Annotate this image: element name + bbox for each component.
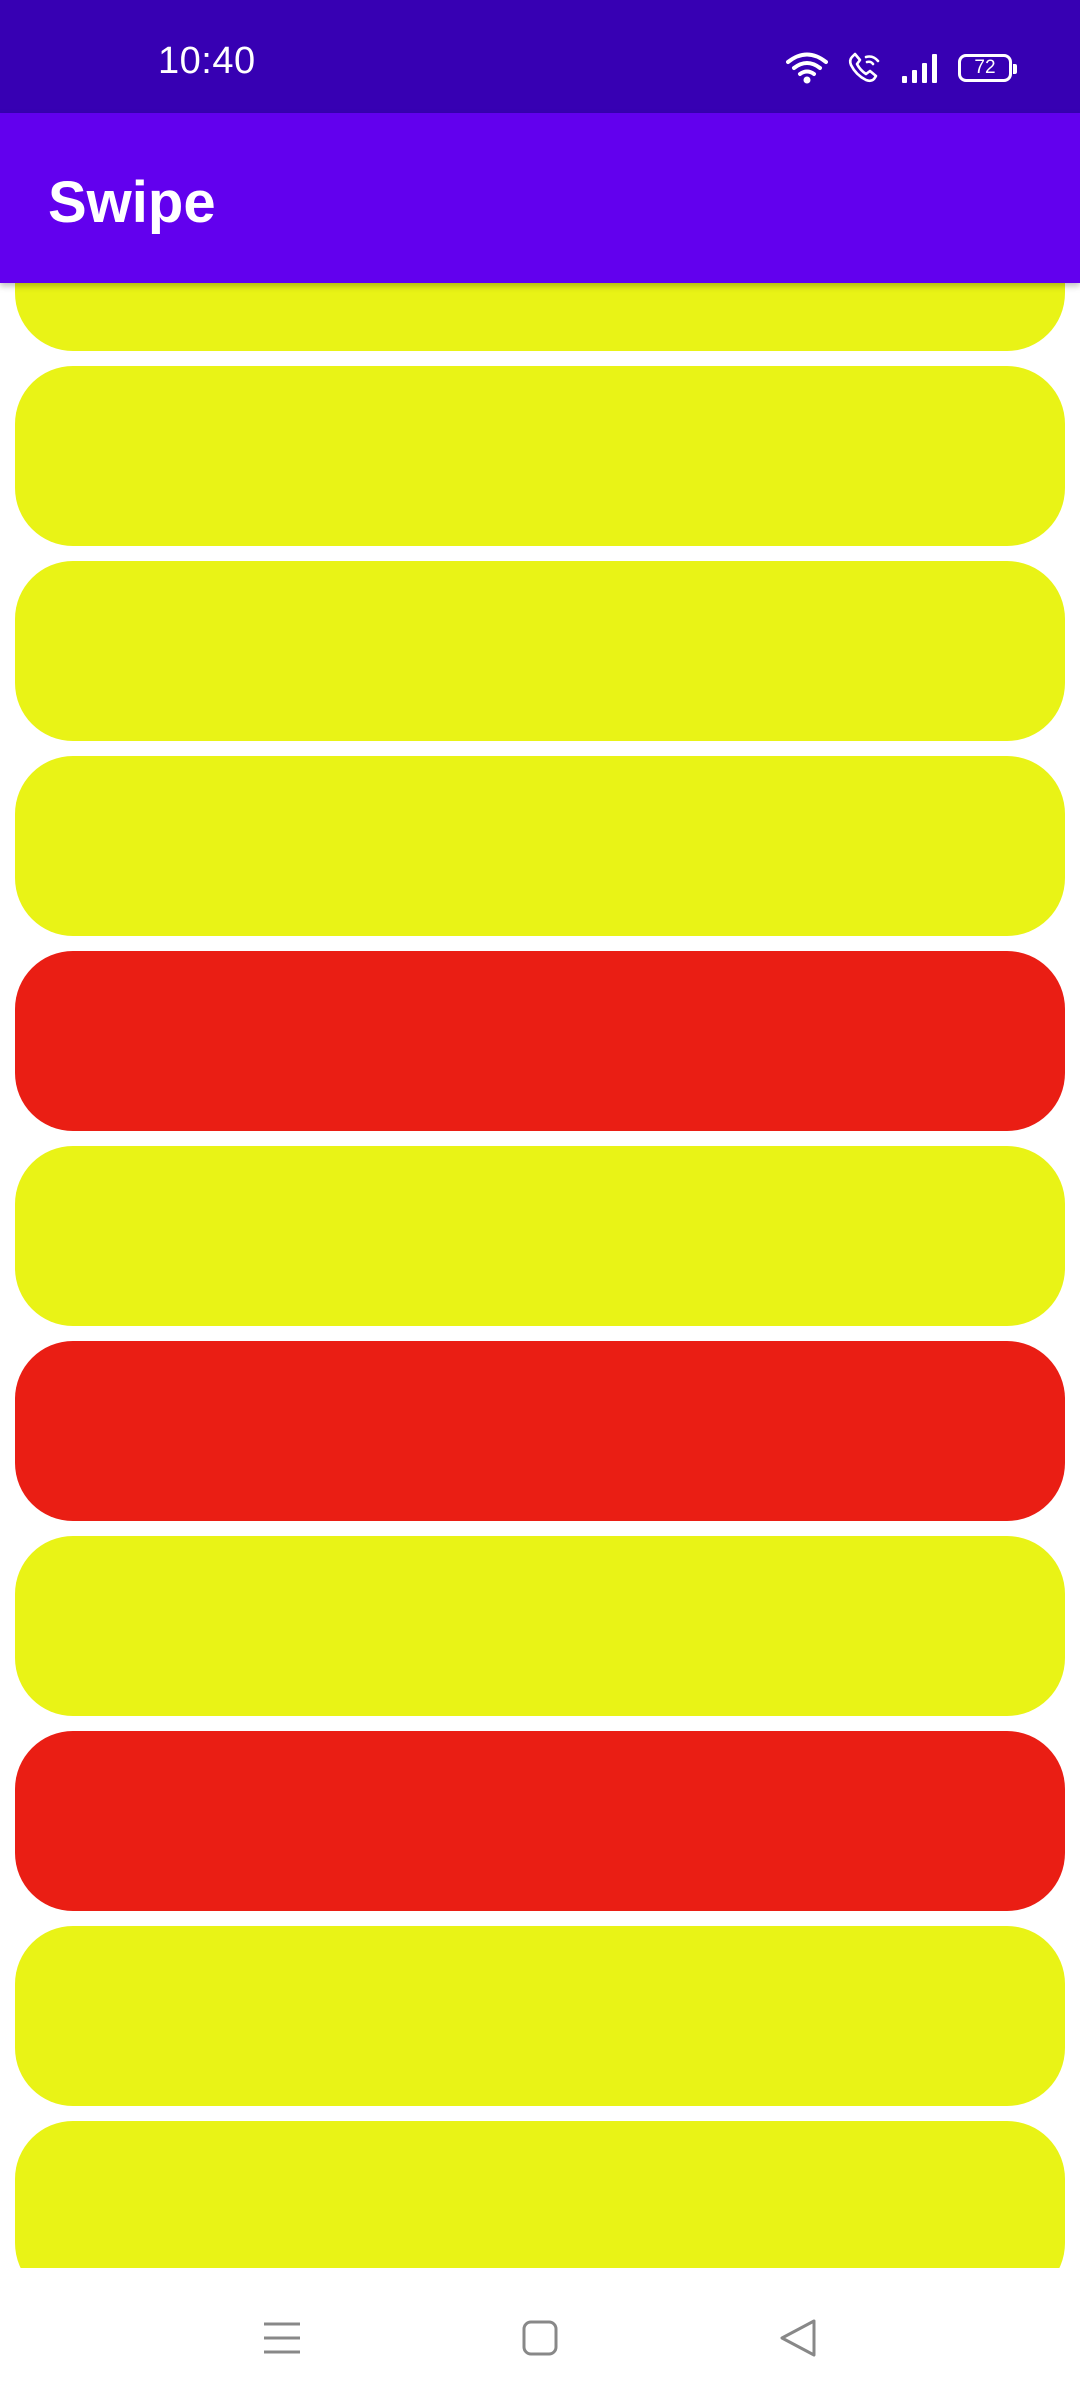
swipe-list[interactable] (0, 283, 1080, 2268)
battery-level: 72 (974, 57, 996, 78)
list-item[interactable] (15, 1926, 1065, 2106)
list-item[interactable] (15, 756, 1065, 936)
wifi-icon (786, 51, 828, 85)
list-item[interactable] (15, 1731, 1065, 1911)
list-item[interactable] (15, 2121, 1065, 2268)
app-bar (0, 113, 1080, 283)
page-title: Swipe (48, 170, 216, 235)
wifi-calling-icon (846, 51, 882, 85)
status-bar (0, 0, 1080, 113)
menu-icon[interactable] (252, 2308, 312, 2368)
status-icons (786, 48, 1012, 88)
list-item[interactable] (15, 1146, 1065, 1326)
list-item[interactable] (15, 283, 1065, 351)
list-item[interactable] (15, 366, 1065, 546)
list-item[interactable] (15, 1536, 1065, 1716)
battery-icon (958, 54, 1012, 82)
back-icon[interactable] (768, 2308, 828, 2368)
navigation-bar (0, 2268, 1080, 2400)
home-icon[interactable] (510, 2308, 570, 2368)
status-time: 10:40 (158, 40, 256, 82)
list-item[interactable] (15, 1341, 1065, 1521)
list-item[interactable] (15, 951, 1065, 1131)
list-item[interactable] (15, 561, 1065, 741)
signal-icon (900, 52, 940, 84)
